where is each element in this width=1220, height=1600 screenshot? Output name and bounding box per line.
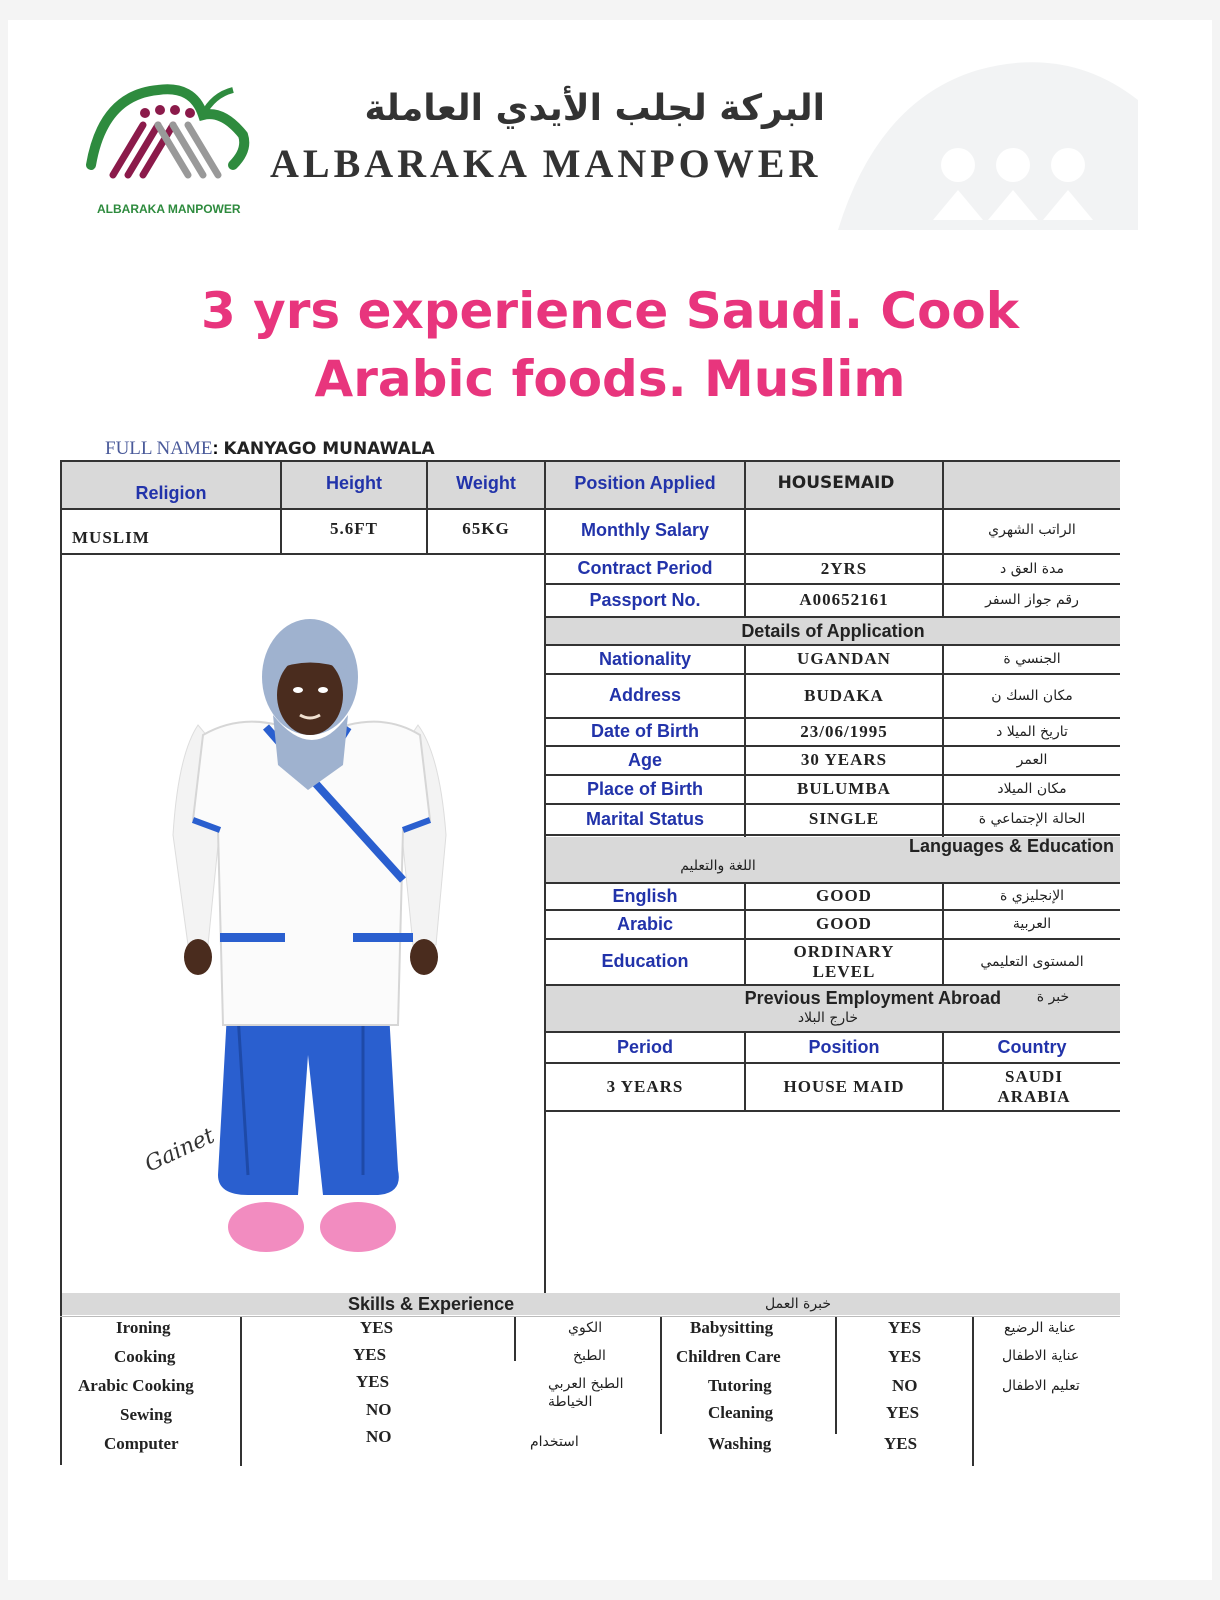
- position-applied-label: Position Applied: [574, 472, 716, 493]
- headline-line-2: Arabic foods. Muslim: [314, 350, 906, 408]
- cv-page: [8, 20, 1212, 1580]
- candidate-photo: [148, 615, 478, 1295]
- dob-label: Date of Birth: [591, 721, 699, 741]
- skill-computer: Computer: [104, 1434, 179, 1453]
- languages-header-ar: اللغة والتعليم: [680, 858, 756, 874]
- place-of-birth-label: Place of Birth: [586, 778, 704, 799]
- company-name-arabic: البركة لجلب الأيدي العاملة: [364, 88, 825, 129]
- employment-col-country: Country: [997, 1036, 1067, 1057]
- skill-babysitting: Babysitting: [690, 1318, 774, 1337]
- skill-cleaning-value: YES: [886, 1403, 920, 1422]
- photo-signature: Gainet: [141, 1123, 219, 1178]
- skill-cooking-ar: الطبخ: [573, 1348, 606, 1364]
- arabic-label: Arabic: [616, 913, 674, 934]
- marital-status-ar: الحالة الإجتماعي ة: [978, 811, 1086, 827]
- age-value: 30 YEARS: [800, 750, 888, 769]
- employment-col-position: Position: [808, 1036, 880, 1057]
- passport-no-ar: رقم جواز السفر: [985, 592, 1079, 608]
- arabic-value: GOOD: [816, 914, 872, 933]
- education-ar: المستوى التعليمي: [980, 953, 1084, 970]
- logo-caption: ALBARAKA MANPOWER: [97, 202, 241, 216]
- height-label: Height: [326, 472, 382, 493]
- address-value: BUDAKA: [804, 685, 884, 705]
- place-of-birth-value: BULUMBA: [797, 779, 891, 798]
- employment-header-ar1: خبر ة: [1036, 989, 1070, 1005]
- skill-cooking: Cooking: [114, 1347, 176, 1366]
- skill-washing-value: YES: [884, 1434, 918, 1453]
- employment-period-value: 3 YEARS: [606, 1076, 684, 1096]
- nationality-ar: الجنسي ة: [1003, 651, 1061, 667]
- logo-mark-icon: [83, 55, 253, 195]
- nationality-label: Nationality: [598, 648, 691, 669]
- dob-value: 23/06/1995: [800, 721, 888, 741]
- full-name-value: KANYAGO MUNAWALA: [223, 439, 435, 459]
- application-header: Details of Application: [741, 620, 925, 641]
- employment-col-period: Period: [616, 1036, 673, 1057]
- age-label: Age: [627, 749, 662, 770]
- employment-header: Previous Employment Abroad: [744, 988, 1001, 1008]
- address-ar: مكان السك ن: [991, 687, 1073, 704]
- monthly-salary-value: [746, 514, 942, 546]
- watermark-icon: [838, 40, 1138, 230]
- skill-children-care-value: YES: [888, 1347, 922, 1366]
- skill-tutoring-value: NO: [892, 1376, 918, 1395]
- full-name-label: FULL NAME: [105, 438, 213, 459]
- company-name-english: ALBARAKA MANPOWER: [270, 141, 822, 186]
- skill-arabic-cooking: Arabic Cooking: [78, 1376, 194, 1395]
- skill-babysitting-value: YES: [888, 1318, 922, 1337]
- skill-ironing: Ironing: [116, 1318, 171, 1337]
- english-ar: الإنجليزي ة: [999, 888, 1065, 904]
- skill-arabic-cooking-ar: الطبخ العربي: [548, 1376, 624, 1392]
- skill-cooking-value: YES: [353, 1345, 387, 1364]
- english-value: GOOD: [816, 886, 872, 905]
- employment-position-value: HOUSE MAID: [783, 1076, 905, 1096]
- employment-country-value: SAUDI ARABIA: [997, 1066, 1071, 1106]
- height-value: 5.6FT: [330, 519, 378, 538]
- education-value: ORDINARY LEVEL: [793, 941, 895, 981]
- headline-line-1: 3 yrs experience Saudi. Cook: [200, 282, 1020, 340]
- skill-cleaning: Cleaning: [708, 1403, 774, 1422]
- contract-period-label: Contract Period: [577, 558, 713, 578]
- position-applied-value: HOUSEMAID: [777, 473, 895, 493]
- skill-tutoring: Tutoring: [708, 1376, 772, 1395]
- passport-no-label: Passport No.: [589, 589, 701, 610]
- religion-label: Religion: [135, 482, 207, 503]
- weight-label: Weight: [456, 472, 516, 493]
- full-name-row: [105, 438, 435, 460]
- skill-children-care-ar: عناية الاطفال: [1002, 1348, 1080, 1364]
- dob-ar: تاريخ الميلا د: [996, 723, 1068, 740]
- address-label: Address: [608, 685, 682, 705]
- weight-value: 65KG: [462, 519, 510, 538]
- full-name-colon: :: [212, 438, 219, 458]
- nationality-value: UGANDAN: [797, 649, 891, 668]
- company-logo: [83, 55, 253, 220]
- languages-header: Languages & Education: [908, 836, 1114, 856]
- passport-no-value: A00652161: [799, 590, 889, 609]
- skill-children-care: Children Care: [676, 1347, 781, 1366]
- monthly-salary-ar: الراتب الشهري: [988, 522, 1076, 538]
- skills-header: Skills & Experience: [348, 1294, 515, 1314]
- employment-header-ar2: خارج البلاد: [797, 1010, 859, 1026]
- skill-arabic-cooking-value: YES: [356, 1372, 390, 1391]
- education-label: Education: [601, 951, 689, 971]
- marital-status-value: SINGLE: [808, 809, 880, 828]
- skill-washing: Washing: [708, 1434, 772, 1453]
- english-label: English: [612, 885, 678, 906]
- skill-babysitting-ar: عناية الرضيع: [1004, 1320, 1077, 1336]
- skill-computer-ar: استخدام: [530, 1434, 579, 1450]
- skill-sewing-value: NO: [366, 1400, 392, 1419]
- arabic-ar: العربية: [1012, 916, 1052, 932]
- contract-period-value: 2YRS: [820, 558, 868, 578]
- skill-sewing: Sewing: [120, 1405, 172, 1424]
- skill-ironing-ar: الكوي: [568, 1320, 603, 1336]
- skill-ironing-value: YES: [360, 1318, 394, 1337]
- skill-computer-value: NO: [366, 1427, 392, 1446]
- skill-sewing-ar: الخياطة: [548, 1394, 593, 1410]
- contract-period-ar: مدة العق د: [1000, 560, 1064, 577]
- age-ar: العمر: [1016, 752, 1048, 768]
- skill-tutoring-ar: تعليم الاطفال: [1002, 1378, 1080, 1394]
- religion-value: MUSLIM: [72, 528, 150, 547]
- skills-header-ar: خبرة العمل: [765, 1296, 831, 1312]
- monthly-salary-label: Monthly Salary: [580, 519, 710, 540]
- place-of-birth-ar: مكان الميلاد: [997, 781, 1067, 797]
- marital-status-label: Marital Status: [585, 808, 705, 829]
